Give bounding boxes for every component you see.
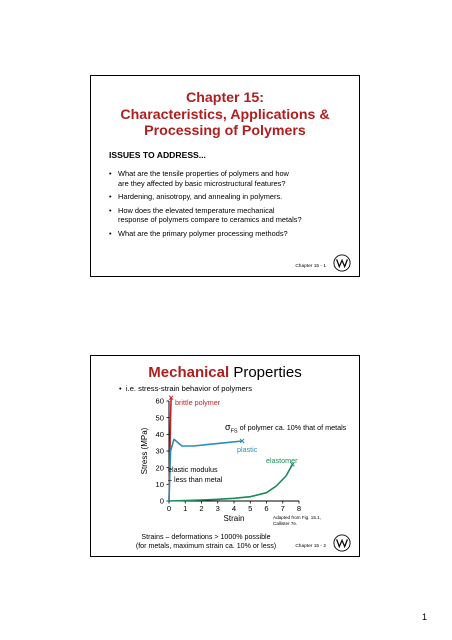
slide-1-title	[91, 90, 359, 140]
issues-list	[109, 169, 354, 243]
elastic-modulus-annotation	[168, 465, 222, 484]
university-logo-icon	[333, 254, 351, 272]
y-tick-label: 60	[155, 396, 164, 406]
x-tick-label: 1	[183, 504, 188, 513]
slide-1	[90, 75, 360, 277]
y-tick-label: 10	[155, 479, 164, 489]
elastic-line-2: – less than metal	[168, 474, 223, 484]
figure-source	[273, 515, 321, 527]
x-tick-label: 0	[166, 504, 172, 513]
plastic-label: plastic	[237, 445, 258, 454]
title-line-1: Chapter 15:	[185, 90, 265, 106]
issues-heading: ISSUES TO ADDRESS...	[109, 150, 206, 160]
bullet-text: How does the elevated temperature mechanical	[118, 205, 275, 215]
y-tick-label: 0	[159, 496, 164, 506]
sigma-fs-annotation	[225, 422, 346, 434]
y-tick-label: 40	[155, 429, 164, 439]
page-number: 1	[422, 612, 428, 622]
brittle-label: brittle polymer	[175, 398, 221, 407]
list-item	[109, 192, 354, 202]
caption-line-2: (for metals, maximum strain ca. 10% or less)	[135, 542, 277, 550]
strain-caption	[91, 533, 321, 551]
y-tick-label: 50	[155, 413, 164, 423]
list-item	[109, 169, 354, 188]
bullet-icon: •	[119, 384, 122, 393]
bullet-text: What are the primary polymer processing methods?	[118, 228, 288, 238]
y-tick-label: 20	[155, 463, 164, 473]
bullet-icon: •	[109, 169, 112, 178]
x-tick-label: 8	[296, 504, 302, 513]
subtitle-text: i.e. stress-strain behavior of polymers	[125, 384, 253, 393]
list-item	[109, 206, 354, 225]
source-line-2: Callister 7e.	[273, 521, 298, 526]
x-tick-label: 3	[215, 504, 220, 513]
slide-footer: Chapter 15 - 1	[295, 264, 326, 269]
chart-series	[169, 396, 295, 501]
x-axis-label: Strain	[223, 514, 245, 523]
elastomer-label: elastomer	[266, 456, 298, 465]
elastic-line-1: elastic modulus	[168, 465, 218, 474]
bullet-text: response of polymers compare to ceramics and metals?	[118, 215, 302, 225]
bullet-text: What are the tensile properties of polymers and how	[118, 169, 289, 178]
x-tick-label: 2	[199, 504, 204, 513]
caption-line-1: Strains – deformations > 1000% possible	[141, 533, 271, 541]
title-line-3: Processing of Polymers	[144, 123, 306, 140]
bullet-text: are they affected by basic microstructural features?	[118, 178, 286, 188]
y-axis-label: Stress (MPa)	[140, 427, 149, 475]
source-line-1: Adapted from Fig. 15.1,	[273, 515, 322, 520]
slide-footer: Chapter 15 - 2	[295, 544, 326, 549]
fs-subscript: FS	[230, 428, 238, 435]
title-highlight: Mechanical	[148, 364, 230, 381]
bullet-icon: •	[109, 228, 112, 238]
x-tick-label: 7	[280, 504, 285, 513]
bullet-text: Hardening, anisotropy, and annealing in polymers.	[118, 192, 283, 202]
title-line-2: Characteristics, Applications &	[120, 106, 330, 123]
list-item	[109, 229, 354, 239]
slide-2	[90, 355, 360, 557]
title-rest: Properties	[229, 364, 302, 381]
y-tick-label: 30	[155, 446, 164, 456]
bullet-icon: •	[109, 205, 112, 215]
x-tick-label: 4	[231, 504, 237, 513]
x-tick-label: 5	[248, 504, 253, 513]
stress-strain-chart	[91, 356, 361, 558]
bullet-icon: •	[109, 192, 112, 202]
fs-text: of polymer ca. 10% that of metals	[237, 423, 347, 432]
sigma-symbol: σ	[225, 422, 231, 432]
university-logo-icon	[333, 534, 351, 552]
x-tick-label: 6	[264, 504, 269, 513]
